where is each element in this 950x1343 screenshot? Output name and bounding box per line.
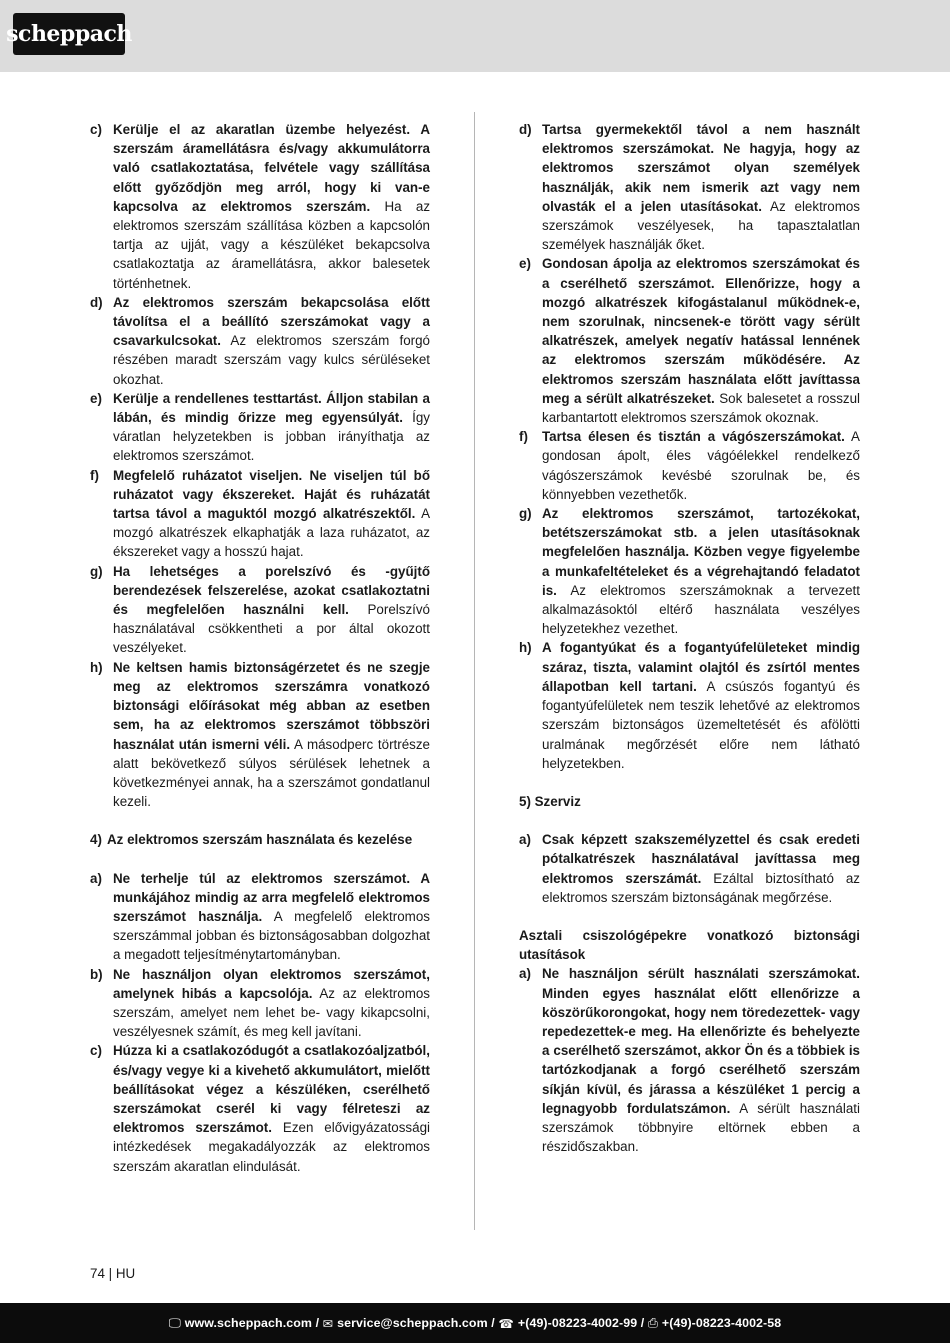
list-item: b) Ne használjon olyan elektromos szerszámot, amelynek hibás a kapcsolója. Az az elektromos szerszám, amelyet nem lehet be- vagy kikapcsolni, veszélyesnek számít, és meg kell javítani. bbox=[90, 966, 430, 1040]
list-item: g) Ha lehetséges a porelszívó és -gyűjtő berendezések felszerelése, azokat csatlakoztatni és megfelelően használni kell. Porelszívó használatával csökkentheti a por által okozott veszélyeket. bbox=[90, 563, 430, 656]
list-item: c) Húzza ki a csatlakozódugót a csatlakozóaljzatból, és/vagy vegye ki a kivehető akkumulátort, mielőtt beállításokat végez a készüléken, cserélhető szerszámokat cserél ki vagy félreteszi az elektromos szerszámot. Ezen elővigyázatossági intézkedések megakadályozzák az elektromos szerszám akaratlan elindulását. bbox=[90, 1043, 430, 1174]
section-heading-5: 5) Szerviz bbox=[519, 793, 581, 809]
footer-email[interactable]: service@scheppach.com bbox=[337, 1316, 488, 1330]
list-item: a) Ne használjon sérült használati szerszámokat. Minden egyes használat előtt ellenőrizze a köszörűkorongokat, hogy nem töredezettek- vagy repedezettek-e meg. Ha ellenőrizte és behelyezte a cserélhető szerszámot, akkor Ön és a többiek is tartózkodjanak a forgó cserélhető szerszám síkján kívül, és járassa a készüléket 1 percig a legnagyobb fordulatszámon. A sérült használati szerszámok többnyire eltörnek ebben a részidőszakban. bbox=[519, 966, 860, 1155]
mail-icon: ✉ bbox=[322, 1316, 334, 1331]
column-divider bbox=[474, 112, 475, 1230]
list-item: e) Kerülje a rendellenes testtartást. Álljon stabilan a lábán, és mindig őrizze meg egyensúlyát. Így váratlan helyzetekben is jobban irányíthatja az elektromos szerszámot. bbox=[90, 390, 430, 464]
list-item: g) Az elektromos szerszámot, tartozékokat, betétszerszámokat stb. a jelen utasításoknak megfelelően használja. Közben vegye figyelembe a munkafeltételeket és a végrehajtandó feladatot is. Az elektromos szerszámoknak a tervezett alkalmazásoktól eltérő használata veszélyes helyzetekhez vezethet. bbox=[519, 506, 860, 637]
footer-fax: +(49)-08223-4002-58 bbox=[661, 1316, 782, 1330]
left-column bbox=[90, 120, 430, 1176]
footer-phone: +(49)-08223-4002-99 bbox=[517, 1316, 638, 1330]
list-item: f) Megfelelő ruházatot viseljen. Ne viseljen túl bő ruházatot vagy ékszereket. Haját és ruházatát tartsa távol a maguktól mozgó alkatrészektől. A mozgó alkatrészek elkaphatják a laza ruházatot, az ékszereket vagy a hosszú hajat. bbox=[90, 467, 430, 560]
footer-website[interactable]: www.scheppach.com bbox=[184, 1316, 313, 1330]
footer-contact-bar: 🖵 www.scheppach.com / ✉ service@scheppach.com / ☎ +(49)-08223-4002-99 / ⎙ +(49)-08223-4002-58 bbox=[0, 1303, 950, 1343]
list-item: a) Csak képzett szakszemélyzettel és csak eredeti pótalkatrészek használatával javíttassa meg elektromos szerszámát. Ezáltal biztosítható az elektromos szerszám biztonságának megőrzése. bbox=[519, 832, 860, 905]
list-item: h) Ne keltsen hamis biztonságérzetet és ne szegje meg az elektromos szerszámra vonatkozó biztonsági előírásokat még abban az esetben sem, ha az elektromos szerszámot többszöri használat után ismerni véli. A másodperc törtrésze alatt bekövetkező súlyos sérülések lehetnek a következményei annak, ha a szerszámot gondatlanul kezeli. bbox=[90, 659, 430, 810]
section-heading-4: 4) Az elektromos szerszám használata és kezelése bbox=[90, 832, 413, 848]
list-item: c) Kerülje el az akaratlan üzembe helyezést. A szerszám áramellátásra és/vagy akkumulátorra való csatlakoztatása, felvétele vagy szállítása előtt győződjön meg arról, hogy ki van-e kapcsolva az elektromos szerszám. Ha az elektromos szerszám szállítása közben a kapcsolón tartja az ujját, vagy a készüléket bekapcsolva csatlakoztatja az áramellátásra, akkor balesetek történhetnek. bbox=[90, 122, 431, 291]
list-item: f) Tartsa élesen és tisztán a vágószerszámokat. A gondosan ápolt, éles vágóélekkel rendelkező vágószerszámok kevésbé szorulnak be, és könnyebben vezethetők. bbox=[519, 429, 860, 502]
fax-icon: ⎙ bbox=[647, 1315, 658, 1330]
phone-icon: ☎ bbox=[498, 1316, 514, 1331]
section-heading-grinder: Asztali csiszológépekre vonatkozó biztonsági utasítások bbox=[519, 927, 860, 963]
right-column bbox=[519, 120, 860, 1156]
list-item: d) Az elektromos szerszám bekapcsolása előtt távolítsa el a beállító szerszámokat vagy a csavarkulcsokat. Az elektromos szerszám forgó részében maradt szerszám vagy kulcs sérüléseket okozhat. bbox=[90, 294, 430, 387]
header-band bbox=[0, 0, 950, 72]
list-item: d) Tartsa gyermekektől távol a nem használt elektromos szerszámokat. Ne hagyja, hogy az elektromos szerszámot olyan személyek használják, akik nem ismerik azt vagy nem olvasták el a jelen utasításokat. Az elektromos szerszámok veszélyesek, ha tapasztalatlan személyek használják őket. bbox=[519, 122, 860, 253]
brand-logo: scheppach bbox=[13, 13, 125, 55]
list-item: h) A fogantyúkat és a fogantyúfelületeket mindig száraz, tiszta, valamint olajtól és zsírtól mentes állapotban kell tartani. A csúszós fogantyú és fogantyúfelületek nem teszik lehetővé az elektromos szerszám biztonságos üzemeltetését és afölötti uralmának megőrzését előre nem látható helyzetekben. bbox=[519, 640, 860, 771]
list-item: a) Ne terhelje túl az elektromos szerszámot. A munkájához mindig az arra megfelelő elektromos szerszámot használja. A megfelelő elektromos szerszámmal jobban és biztonságosabban dolgozhat a megadott teljesítménytartományban. bbox=[90, 870, 430, 963]
list-item: e) Gondosan ápolja az elektromos szerszámokat és a cserélhető szerszámot. Ellenőrizze, hogy a mozgó alkatrészek kifogástalanul működnek-e, nem szorulnak, nincsenek-e törött vagy sérült alkatrészek, amelyek negatív hatással lennének az elektromos szerszám működésére. Az elektromos szerszám használata előtt javíttassa meg a sérült alkatrészeket. Sok balesetet a rosszul karbantartott elektromos szerszámok okoznak. bbox=[519, 256, 861, 426]
page-number: 74 | HU bbox=[90, 1266, 136, 1281]
monitor-icon: 🖵 bbox=[168, 1315, 181, 1330]
